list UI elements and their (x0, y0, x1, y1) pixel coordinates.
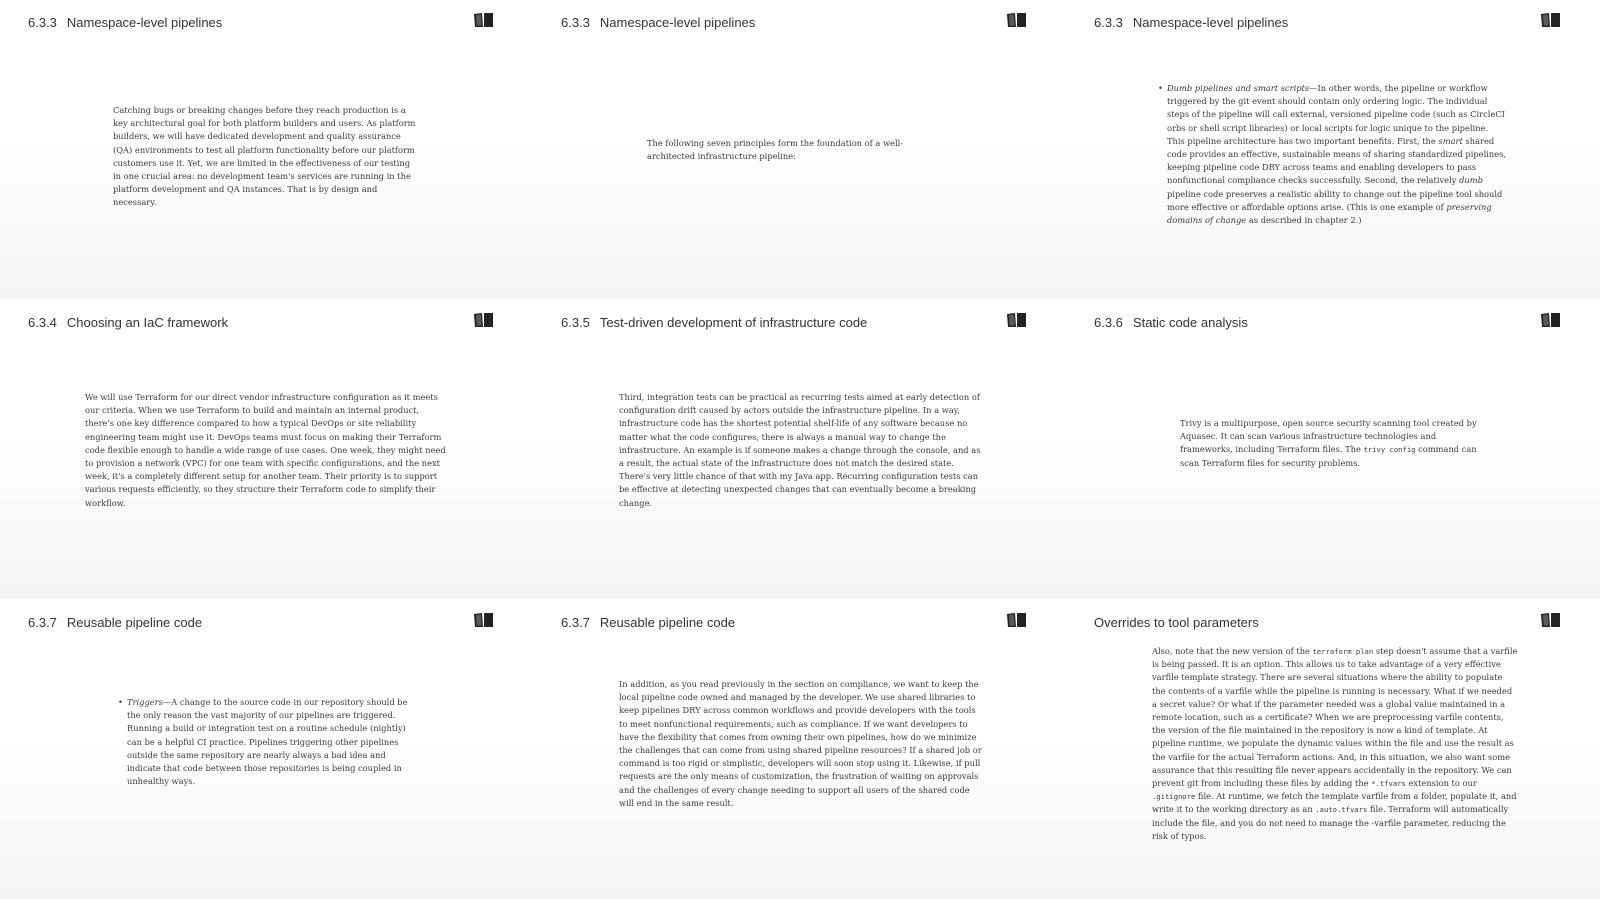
paragraph (1180, 417, 1480, 470)
section-title: Namespace-level pipelines (599, 15, 756, 30)
slide-body (118, 696, 422, 788)
slide-3[interactable] (1066, 0, 1600, 299)
slide-header (28, 12, 505, 32)
section-number: 6.3.3 (561, 15, 590, 30)
text-run: file. At runtime, we fetch the template varfile from a folder, populate it, and write it to the working directory as an (1152, 791, 1517, 815)
paragraph: Catching bugs or breaking changes before they reach production is a key architectural goal for both platform builders and users. As platform builders, we will have dedicated development and quality assurance (QA) environments to test all platform functionality before our platform customers use it. Yet, we are limited in the effectiveness of our testing in one crucial area: no development team's services are running in the platform development and QA instances. That is by design and necessary. (113, 105, 416, 208)
slide-1[interactable] (0, 0, 533, 299)
book-icon[interactable] (473, 12, 495, 28)
section-title: Reusable pipeline code (599, 615, 736, 630)
slide-body (113, 104, 419, 210)
paragraph (1152, 645, 1518, 843)
slide-4[interactable] (0, 300, 533, 599)
section-title: Choosing an IaC framework (66, 315, 229, 330)
slide-6[interactable] (1066, 300, 1600, 599)
slide-body (1152, 645, 1518, 843)
section-number: 6.3.3 (1094, 15, 1123, 30)
emphasis: preserving domains of change (1167, 201, 1492, 226)
list-item (1158, 82, 1508, 227)
slide-body (1158, 82, 1508, 227)
text-run: pipeline code preserves a realistic ability to change out the pipeline tool should more effective or affordable options arise. (This is one example of (1167, 188, 1503, 212)
bullet-lead: Triggers (127, 697, 163, 707)
text-run: file. Terraform will automatically include the file, and you do not need to manage the -varfile parameter, reducing the risk of typos. (1152, 804, 1509, 841)
inline-code: *.tfvars (1371, 779, 1406, 789)
text-run: Also, note that the new version of the (1152, 646, 1313, 656)
slide-header (28, 312, 505, 332)
section-title: Static code analysis (1132, 315, 1248, 330)
slide-header (1094, 312, 1572, 332)
text-run: —In other words, the pipeline or workflow triggered by the git event should contain only ordering logic. The individual steps of the pipeline will call external, versioned pipeline code (such as CircleCI orbs or shell script libraries) or local scripts for logic unique to the pipeline. This pipeline architecture has two important benefits. First, the (1167, 83, 1505, 146)
slide-header (1094, 612, 1572, 632)
slide-header (28, 612, 505, 632)
section-number: 6.3.4 (28, 315, 57, 330)
book-icon[interactable] (1006, 12, 1028, 28)
slide-body (619, 678, 985, 810)
section-number: 6.3.6 (1094, 315, 1123, 330)
slide-header (1094, 12, 1572, 32)
slide-body (619, 391, 985, 510)
section-number: 6.3.5 (561, 315, 590, 330)
emphasis: dumb (1459, 175, 1483, 186)
section-title: Namespace-level pipelines (1132, 15, 1289, 30)
section-title: Namespace-level pipelines (66, 15, 223, 30)
section-number: 6.3.7 (28, 615, 57, 630)
emphasis: smart (1438, 135, 1463, 146)
paragraph: In addition, as you read previously in the section on compliance, we want to keep the local pipeline code owned and managed by the developer. We use shared libraries to keep pipelines DRY across common workflows and provide developers with the tools to meet nonfunctional requirements, such as compliance. If we want developers to have the flexibility that comes from owning their own pipelines, how do we minimize the challenges that can come from using shared pipeline resources? If a shared job or command is too rigid or simplistic, developers will soon stop using it. Likewise, if pull requests are the only means of customization, the frustration of waiting on approvals and the challenges of every change needing to support all users of the shared code will end in the same result. (619, 679, 982, 808)
section-number: 6.3.7 (561, 615, 590, 630)
slide-8[interactable] (533, 600, 1066, 899)
slide-7[interactable] (0, 600, 533, 899)
book-icon[interactable] (1540, 312, 1562, 328)
text-run: shared code provides an effective, sustainable means of sharing standardized pipelines, keeping pipeline code DRY across teams and enabling developers to pass nonfunctional compliance checks successfully. Second, the relatively (1167, 135, 1507, 186)
inline-code: .gitignore (1152, 792, 1196, 802)
book-icon[interactable] (473, 312, 495, 328)
bullet-lead: Dumb pipelines and smart scripts (1167, 83, 1310, 93)
slide-body (647, 137, 947, 163)
slide-5[interactable] (533, 300, 1066, 599)
slide-9[interactable] (1066, 600, 1600, 899)
slide-header (561, 12, 1038, 32)
inline-code: terraform plan (1312, 647, 1374, 656)
slide-header (561, 612, 1038, 632)
section-title: Reusable pipeline code (66, 615, 203, 630)
slide-header (561, 312, 1038, 332)
book-icon[interactable] (1540, 12, 1562, 28)
text-run: extension to our (1405, 778, 1477, 789)
book-icon[interactable] (473, 612, 495, 628)
inline-code: trivy config (1363, 445, 1416, 455)
text-run: —A change to the source code in our repository should be the only reason the vast majority of our pipelines are triggered. Running a build or integration test on a routine schedule (nightly) can be a helpful CI practice. Pipelines triggering other pipelines outside the same repository are nearly always a bad idea and indicate that code between those repositories is being coupled in unhealthy ways. (127, 697, 408, 787)
text-run: as described in chapter 2.) (1246, 215, 1362, 226)
text-run: step doesn't assume that a varfile is being passed. It is an option. This allows us to take advantage of a very effective varfile template strategy. There are several situations where the ability to populate the contents of a varfile while the pipeline is running is necessary. What if we needed a secret value? Or what if the parameter needed was a global value maintained in a remote location, such as a certificate? When we are preprocessing varfile contents, the version of the file maintained in the repository is now a kind of template. At pipeline runtime, we populate the dynamic values within the file and use the result as the varfile for the actual Terraform actions. And, in this situation, we also want some assurance that this resulting file never appears accidentally in the repository. We can prevent git from including these files by adding the (1152, 646, 1518, 789)
slide-body (85, 391, 449, 510)
section-title: Overrides to tool parameters (1094, 615, 1259, 630)
paragraph: We will use Terraform for our direct vendor infrastructure configuration as it meets our criteria. When we use Terraform to build and maintain an internal product, there's one key difference compared to how a typical DevOps or site reliability engineering team might use it. DevOps teams must focus on making their Terraform code flexible enough to handle a wide range of use cases. One week, they might need to provision a network (VPC) for one team with specific configurations, and the next week, it's a completely different setup for another team. Their priority is to support various requests efficiently, so they structure their Terraform code to simplify their workflow. (85, 392, 446, 508)
text-run: command can scan Terraform files for security problems. (1180, 444, 1477, 468)
book-icon[interactable] (1006, 312, 1028, 328)
section-number: 6.3.3 (28, 15, 57, 30)
slide-2[interactable] (533, 0, 1066, 299)
paragraph: The following seven principles form the foundation of a well-architected infrastructure pipeline: (647, 138, 904, 162)
paragraph: Third, integration tests can be practical as recurring tests aimed at early detection of configuration drift caused by actors outside the infrastructure pipeline. In a way, infrastructure code has the shortest potential shelf-life of any software because no matter what the code configures, there is always a manual way to change the infrastructure. An example is if someone makes a change through the console, and as a result, the actual state of the infrastructure does not match the desired state. There's very little chance of that with my Java app. Recurring configuration tests can be effective at detecting unexpected changes that can eventually become a breaking change. (619, 392, 981, 508)
list-item (118, 696, 422, 788)
text-run: Trivy is a multipurpose, open source security scanning tool created by Aquasec. It can scan various infrastructure technologies and frameworks, including Terraform files. The (1180, 418, 1477, 455)
book-icon[interactable] (1540, 612, 1562, 628)
book-icon[interactable] (1006, 612, 1028, 628)
slide-body (1180, 417, 1480, 470)
section-title: Test-driven development of infrastructure code (599, 315, 868, 330)
inline-code: .auto.tfvars (1315, 805, 1368, 815)
